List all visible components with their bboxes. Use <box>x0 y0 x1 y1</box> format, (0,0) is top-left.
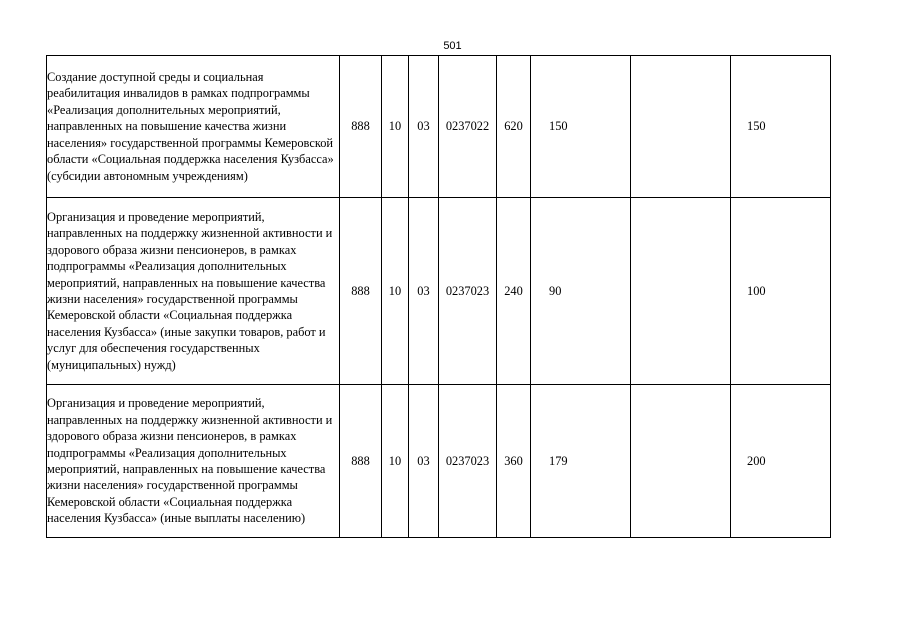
sum-year-2-value <box>631 283 731 299</box>
table-row <box>47 198 831 385</box>
target-article-code: 0237023 <box>439 385 497 538</box>
sum-year-1 <box>531 56 631 198</box>
target-article-code: 0237022 <box>439 56 497 198</box>
ministry-code: 888 <box>340 56 382 198</box>
table-row <box>47 385 831 538</box>
sum-year-3 <box>731 198 831 385</box>
page-number: 501 <box>443 40 462 52</box>
expense-type-code: 620 <box>497 56 531 198</box>
section-code: 10 <box>382 198 409 385</box>
sum-year-1 <box>531 385 631 538</box>
row-description: Создание доступной среды и социальная реабилитация инвалидов в рамках подпрограммы «Реализация дополнительных мероприятий, направленных на повышение качества жизни населения» государственной программы Кемеровской области «Социальная поддержка населения Кузбасса» (субсидии автономным учреждениям) <box>47 56 340 198</box>
sum-year-3-value: 100 <box>747 283 766 298</box>
budget-table <box>46 55 831 538</box>
row-description: Организация и проведение мероприятий, направленных на поддержку жизненной активности и здорового образа жизни пенсионеров, в рамках подпрограммы «Реализация дополнительных мероприятий, направленных на повышение качества жизни населения» государственной программы Кемеровской области «Социальная поддержка населения Кузбасса» (иные выплаты населению) <box>47 385 340 538</box>
ministry-code: 888 <box>340 385 382 538</box>
expense-type-code: 360 <box>497 385 531 538</box>
sum-year-2-value <box>631 118 731 134</box>
subsection-code: 03 <box>409 385 439 538</box>
sum-year-3 <box>731 56 831 198</box>
sum-year-1 <box>531 198 631 385</box>
subsection-code: 03 <box>409 198 439 385</box>
expense-type-code: 240 <box>497 198 531 385</box>
sum-year-3-value: 150 <box>747 119 766 134</box>
sum-year-3-value: 200 <box>747 453 766 468</box>
sum-year-1-value: 150 <box>549 119 568 134</box>
sum-year-2 <box>631 385 731 538</box>
subsection-code: 03 <box>409 56 439 198</box>
sum-year-1-value: 179 <box>549 453 568 468</box>
section-code: 10 <box>382 385 409 538</box>
sum-year-2 <box>631 56 731 198</box>
ministry-code: 888 <box>340 198 382 385</box>
sum-year-2-value <box>631 453 731 469</box>
sum-year-1-value: 90 <box>549 283 562 298</box>
table-row <box>47 56 831 198</box>
row-description: Организация и проведение мероприятий, направленных на поддержку жизненной активности и здорового образа жизни пенсионеров, в рамках подпрограммы «Реализация дополнительных мероприятий, направленных на повышение качества жизни населения» государственной программы Кемеровской области «Социальная поддержка населения Кузбасса» (иные закупки товаров, работ и услуг для обеспечения государственных (муниципальных) нужд) <box>47 198 340 385</box>
sum-year-2 <box>631 198 731 385</box>
sum-year-3 <box>731 385 831 538</box>
section-code: 10 <box>382 56 409 198</box>
target-article-code: 0237023 <box>439 198 497 385</box>
